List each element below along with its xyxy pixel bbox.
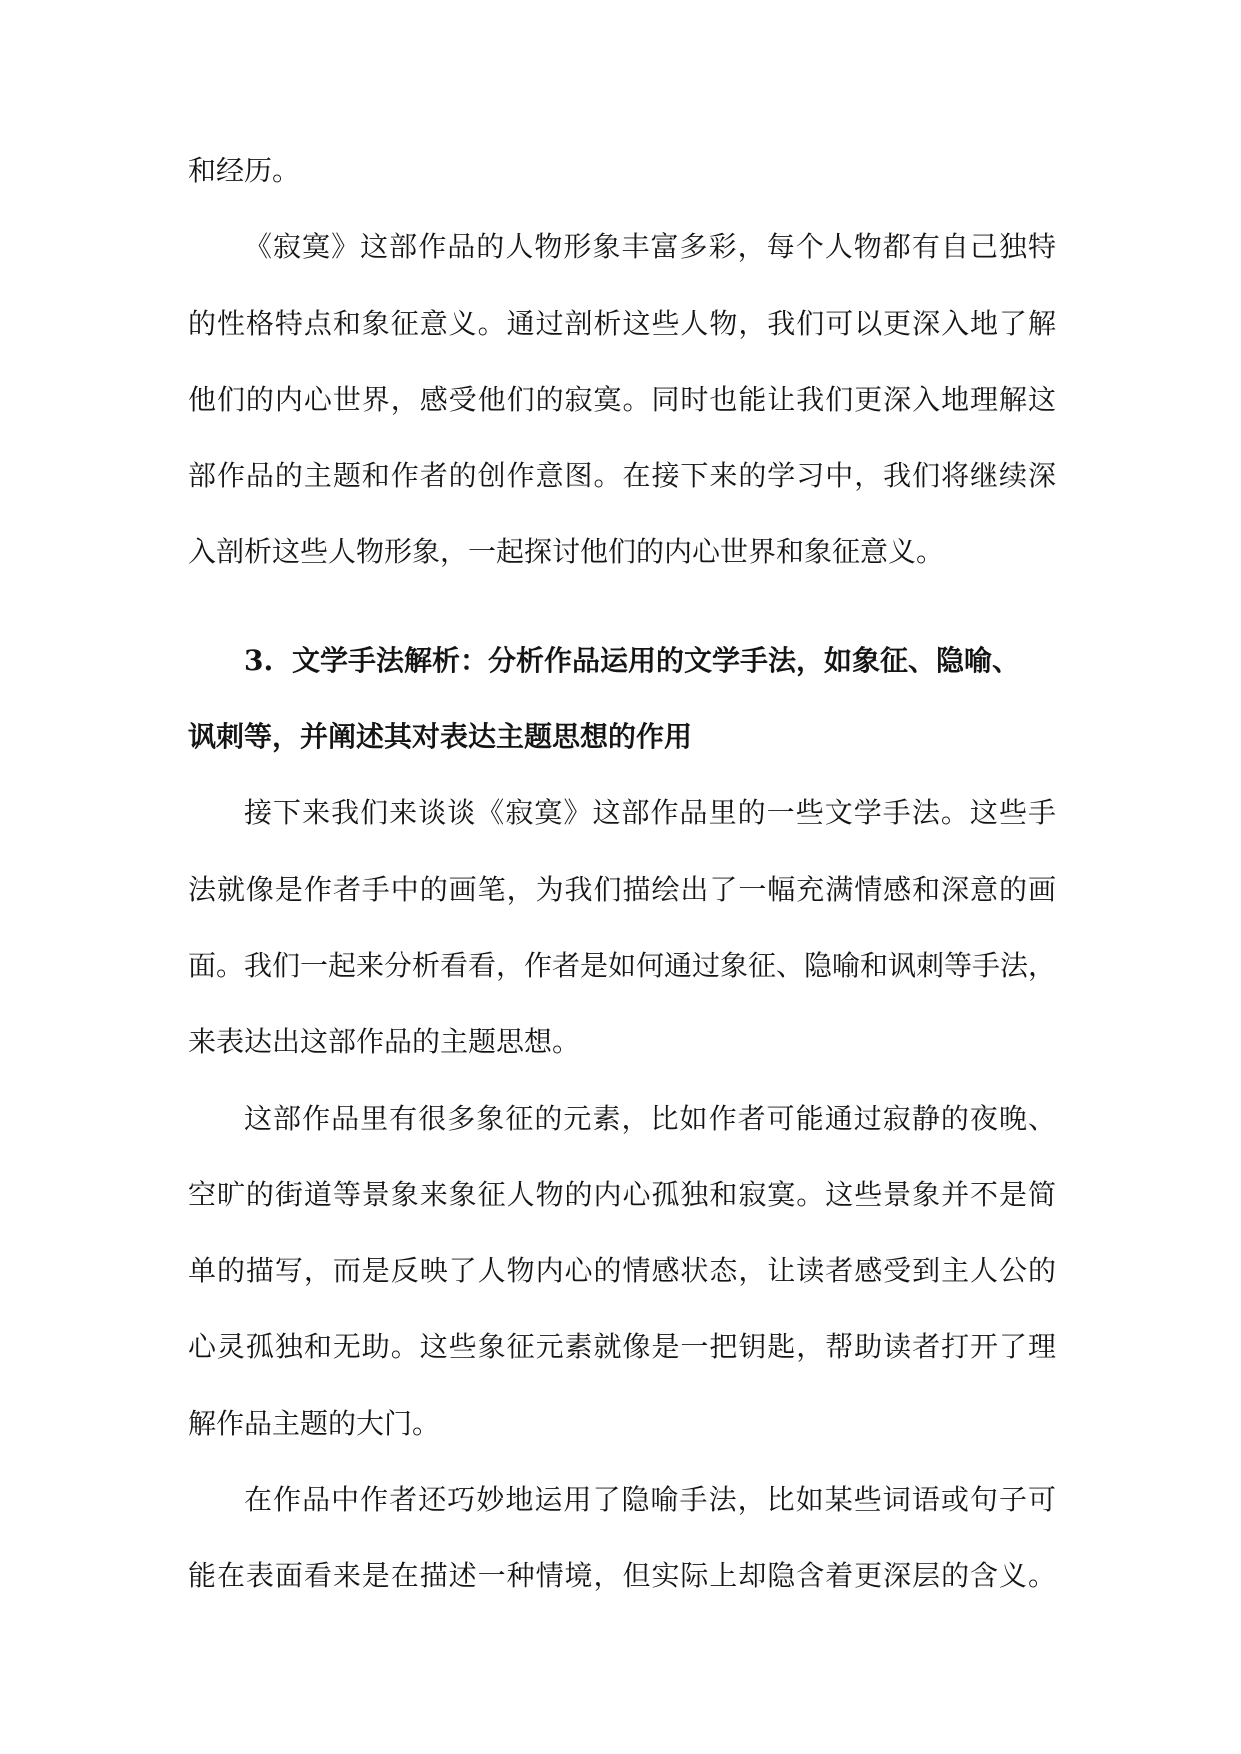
paragraph-line: 来表达出这部作品的主题思想。 xyxy=(188,1025,581,1059)
paragraph-line: 的性格特点和象征意义。通过剖析这些人物，我们可以更深入地了解 xyxy=(188,306,1056,340)
paragraph-line: 这部作品里有很多象征的元素，比如作者可能通过寂静的夜晚、 xyxy=(244,1101,1056,1135)
paragraph-line: 面。我们一起来分析看看，作者是如何通过象征、隐喻和讽刺等手法， xyxy=(188,948,1057,982)
paragraph-line: 解作品主题的大门。 xyxy=(188,1406,441,1440)
paragraph-line: 法就像是作者手中的画笔，为我们描绘出了一幅充满情感和深意的画 xyxy=(188,872,1056,906)
heading-text: 文学手法解析：分析作品运用的文学手法，如象征、隐喻、 xyxy=(292,643,1021,677)
paragraph-line: 能在表面看来是在描述一种情境，但实际上却隐含着更深层的含义。 xyxy=(188,1559,1056,1593)
paragraph-line: 接下来我们来谈谈《寂寞》这部作品里的一些文学手法。这些手 xyxy=(244,796,1056,830)
paragraph-line: 在作品中作者还巧妙地运用了隐喻手法，比如某些词语或句子可 xyxy=(244,1483,1056,1517)
paragraph-line: 和经历。 xyxy=(188,154,301,187)
paragraph-metaphor xyxy=(188,1462,1056,1615)
heading-line: 讽刺等，并阐述其对表达主题思想的作用 xyxy=(188,720,693,754)
paragraph-line: 入剖析这些人物形象，一起探讨他们的内心世界和象征意义。 xyxy=(188,535,945,569)
paragraph-line: 《寂寞》这部作品的人物形象丰富多彩，每个人物都有自己独特 xyxy=(244,230,1056,264)
paragraph-techniques-intro xyxy=(188,775,1056,1080)
heading-line xyxy=(188,623,1056,699)
paragraph-line: 单的描写，而是反映了人物内心的情感状态，让读者感受到主人公的 xyxy=(188,1254,1056,1288)
document-body xyxy=(188,133,1056,1615)
section-heading xyxy=(188,623,1056,776)
paragraph-line: 部作品的主题和作者的创作意图。在接下来的学习中，我们将继续深 xyxy=(188,459,1056,493)
paragraph-continued xyxy=(188,133,1056,209)
paragraph-symbolism xyxy=(188,1081,1056,1462)
heading-number: 3. xyxy=(244,643,274,677)
paragraph-line: 心灵孤独和无助。这些象征元素就像是一把钥匙，帮助读者打开了理 xyxy=(188,1330,1056,1364)
paragraph-line: 他们的内心世界，感受他们的寂寞。同时也能让我们更深入地理解这 xyxy=(188,382,1056,416)
paragraph-line: 空旷的街道等景象来象征人物的内心孤独和寂寞。这些景象并不是简 xyxy=(188,1177,1056,1211)
paragraph-characters xyxy=(188,209,1056,590)
